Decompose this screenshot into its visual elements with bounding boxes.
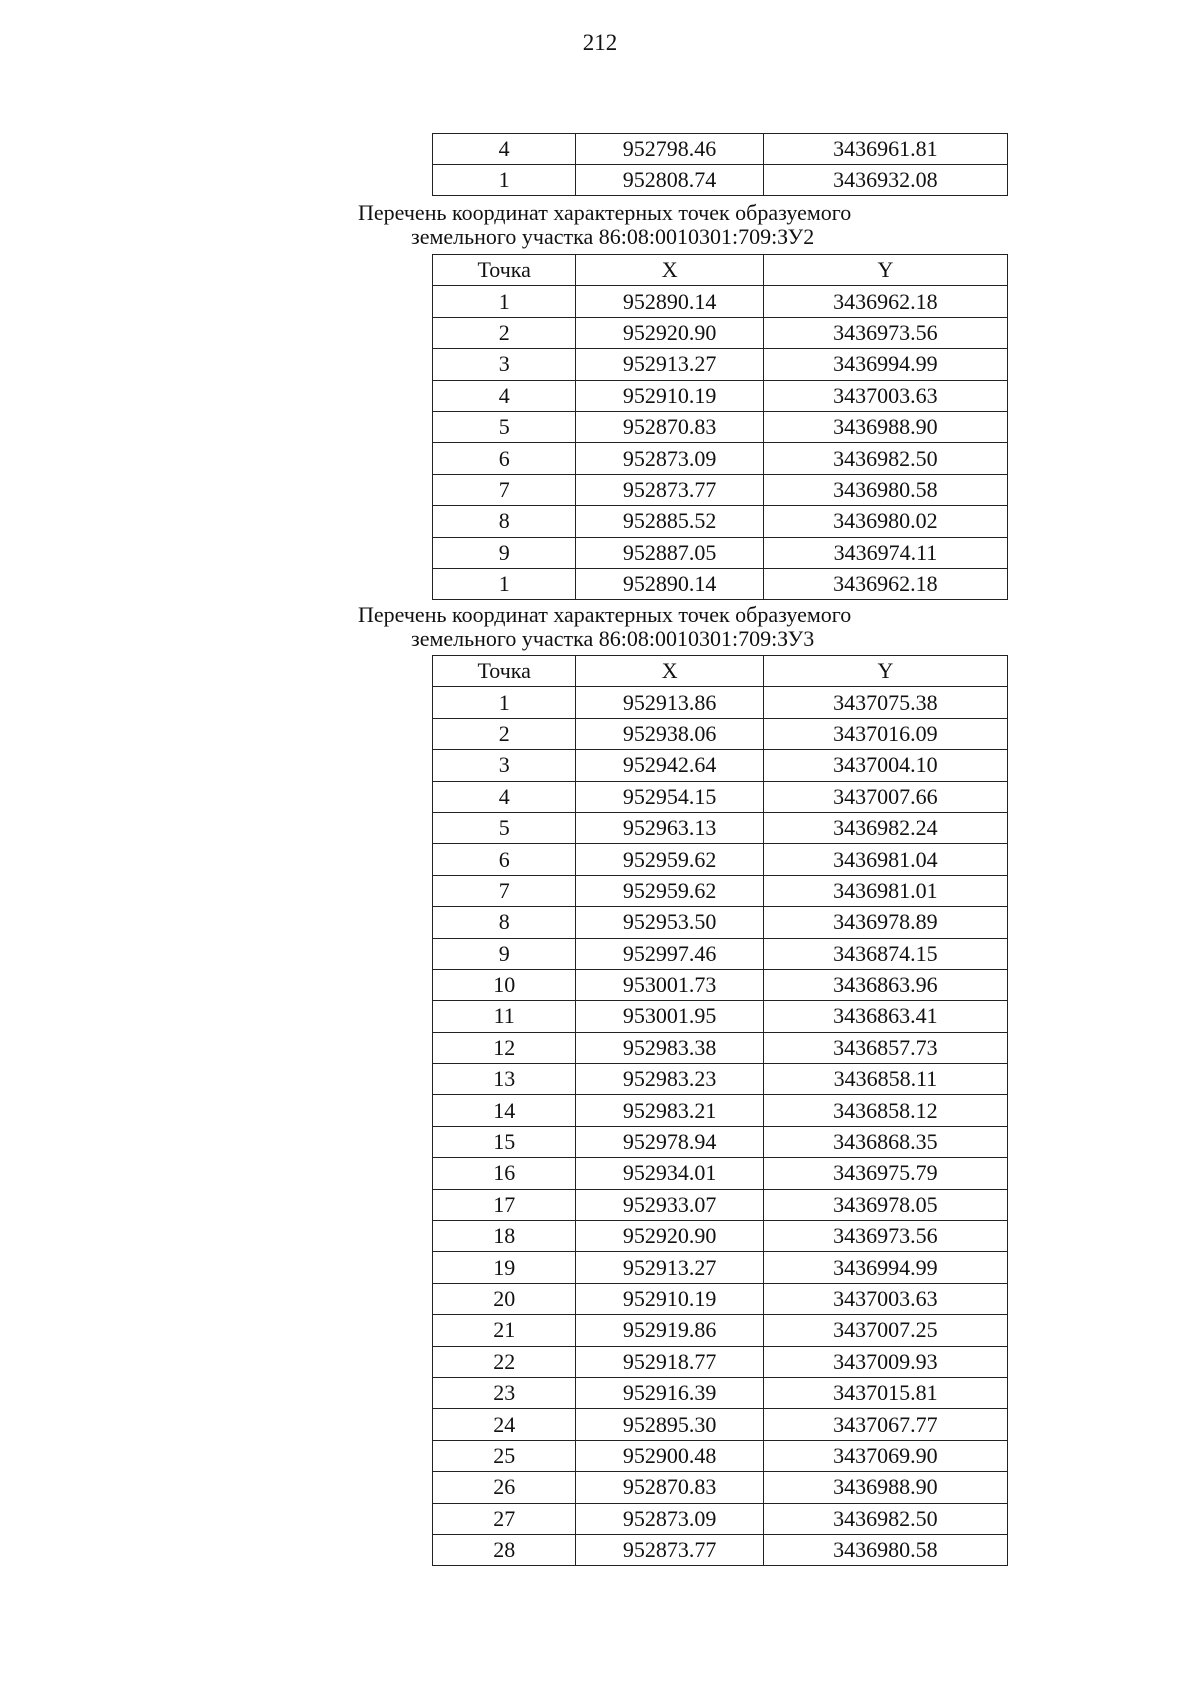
point-number-cell: 3 (433, 750, 576, 781)
y-coordinate-cell: 3436857.73 (763, 1032, 1007, 1063)
coordinates-table-zu3 (432, 655, 1008, 1566)
caption-zu2-line1: Перечень координат характерных точек образуемого (358, 200, 852, 225)
y-coordinate-cell: 3436932.08 (763, 165, 1007, 196)
x-coordinate-cell: 952919.86 (576, 1315, 763, 1346)
x-coordinate-cell: 952910.19 (576, 1283, 763, 1314)
y-coordinate-cell: 3436980.02 (763, 506, 1007, 537)
point-number-cell: 4 (433, 781, 576, 812)
table-row (433, 474, 1008, 505)
point-number-cell: 5 (433, 411, 576, 442)
y-coordinate-cell: 3437003.63 (763, 380, 1007, 411)
point-number-cell: 5 (433, 812, 576, 843)
y-coordinate-cell: 3436868.35 (763, 1126, 1007, 1157)
table-row (433, 1032, 1008, 1063)
point-number-cell: 20 (433, 1283, 576, 1314)
y-coordinate-cell: 3436988.90 (763, 1472, 1007, 1503)
table-row (433, 1534, 1008, 1565)
header-point: Точка (433, 656, 576, 687)
table-row (433, 380, 1008, 411)
caption-zu2-line2: земельного участка 86:08:0010301:709:ЗУ2 (411, 224, 815, 249)
point-number-cell: 4 (433, 134, 576, 165)
point-number-cell: 23 (433, 1377, 576, 1408)
coordinates-table-continued (432, 133, 1008, 196)
x-coordinate-cell: 952942.64 (576, 750, 763, 781)
y-coordinate-cell: 3436858.12 (763, 1095, 1007, 1126)
point-number-cell: 8 (433, 907, 576, 938)
x-coordinate-cell: 952887.05 (576, 537, 763, 568)
table-row (433, 1472, 1008, 1503)
header-y: Y (763, 656, 1007, 687)
y-coordinate-cell: 3437003.63 (763, 1283, 1007, 1314)
y-coordinate-cell: 3436980.58 (763, 474, 1007, 505)
point-number-cell: 4 (433, 380, 576, 411)
header-y: Y (763, 255, 1007, 286)
table-row (433, 506, 1008, 537)
x-coordinate-cell: 953001.73 (576, 969, 763, 1000)
table-row (433, 317, 1008, 348)
x-coordinate-cell: 952890.14 (576, 286, 763, 317)
header-x: X (576, 255, 763, 286)
point-number-cell: 26 (433, 1472, 576, 1503)
table-row (433, 165, 1008, 196)
x-coordinate-cell: 952873.09 (576, 1503, 763, 1534)
table-row (433, 750, 1008, 781)
y-coordinate-cell: 3436874.15 (763, 938, 1007, 969)
point-number-cell: 17 (433, 1189, 576, 1220)
y-coordinate-cell: 3437016.09 (763, 718, 1007, 749)
x-coordinate-cell: 952808.74 (576, 165, 763, 196)
y-coordinate-cell: 3437075.38 (763, 687, 1007, 718)
y-coordinate-cell: 3436980.58 (763, 1534, 1007, 1565)
y-coordinate-cell: 3436981.04 (763, 844, 1007, 875)
x-coordinate-cell: 952873.77 (576, 1534, 763, 1565)
table-row (433, 907, 1008, 938)
caption-zu3-line1: Перечень координат характерных точек образуемого (358, 602, 852, 627)
x-coordinate-cell: 952918.77 (576, 1346, 763, 1377)
table-row (433, 1064, 1008, 1095)
x-coordinate-cell: 952870.83 (576, 1472, 763, 1503)
point-number-cell: 27 (433, 1503, 576, 1534)
table-row (433, 1283, 1008, 1314)
x-coordinate-cell: 952890.14 (576, 568, 763, 599)
header-point: Точка (433, 255, 576, 286)
x-coordinate-cell: 952885.52 (576, 506, 763, 537)
table-row (433, 781, 1008, 812)
x-coordinate-cell: 952963.13 (576, 812, 763, 843)
table-row (433, 537, 1008, 568)
x-coordinate-cell: 952933.07 (576, 1189, 763, 1220)
x-coordinate-cell: 952983.23 (576, 1064, 763, 1095)
point-number-cell: 14 (433, 1095, 576, 1126)
point-number-cell: 11 (433, 1001, 576, 1032)
table-row (433, 938, 1008, 969)
x-coordinate-cell: 952953.50 (576, 907, 763, 938)
y-coordinate-cell: 3437009.93 (763, 1346, 1007, 1377)
y-coordinate-cell: 3436975.79 (763, 1158, 1007, 1189)
y-coordinate-cell: 3437069.90 (763, 1440, 1007, 1471)
table-row (433, 1189, 1008, 1220)
table-row (433, 443, 1008, 474)
table-row (433, 1503, 1008, 1534)
x-coordinate-cell: 952873.09 (576, 443, 763, 474)
table-row (433, 1158, 1008, 1189)
y-coordinate-cell: 3436858.11 (763, 1064, 1007, 1095)
page-number: 212 (582, 30, 618, 55)
x-coordinate-cell: 952798.46 (576, 134, 763, 165)
y-coordinate-cell: 3436988.90 (763, 411, 1007, 442)
y-coordinate-cell: 3437007.66 (763, 781, 1007, 812)
y-coordinate-cell: 3436973.56 (763, 317, 1007, 348)
table-header-row (433, 656, 1008, 687)
point-number-cell: 6 (433, 844, 576, 875)
x-coordinate-cell: 952916.39 (576, 1377, 763, 1408)
point-number-cell: 9 (433, 938, 576, 969)
point-number-cell: 25 (433, 1440, 576, 1471)
table-row (433, 411, 1008, 442)
table-row (433, 568, 1008, 599)
point-number-cell: 8 (433, 506, 576, 537)
x-coordinate-cell: 952895.30 (576, 1409, 763, 1440)
x-coordinate-cell: 952920.90 (576, 317, 763, 348)
point-number-cell: 2 (433, 317, 576, 348)
y-coordinate-cell: 3437067.77 (763, 1409, 1007, 1440)
y-coordinate-cell: 3436982.50 (763, 1503, 1007, 1534)
y-coordinate-cell: 3436982.24 (763, 812, 1007, 843)
table-row (433, 349, 1008, 380)
y-coordinate-cell: 3436973.56 (763, 1221, 1007, 1252)
x-coordinate-cell: 953001.95 (576, 1001, 763, 1032)
point-number-cell: 28 (433, 1534, 576, 1565)
table-row (433, 1346, 1008, 1377)
table-row (433, 1377, 1008, 1408)
point-number-cell: 18 (433, 1221, 576, 1252)
x-coordinate-cell: 952913.27 (576, 349, 763, 380)
x-coordinate-cell: 952910.19 (576, 380, 763, 411)
point-number-cell: 21 (433, 1315, 576, 1346)
x-coordinate-cell: 952997.46 (576, 938, 763, 969)
point-number-cell: 15 (433, 1126, 576, 1157)
y-coordinate-cell: 3436978.89 (763, 907, 1007, 938)
table-row (433, 718, 1008, 749)
point-number-cell: 12 (433, 1032, 576, 1063)
point-number-cell: 24 (433, 1409, 576, 1440)
table-header-row (433, 255, 1008, 286)
y-coordinate-cell: 3436981.01 (763, 875, 1007, 906)
y-coordinate-cell: 3436994.99 (763, 349, 1007, 380)
y-coordinate-cell: 3436978.05 (763, 1189, 1007, 1220)
x-coordinate-cell: 952870.83 (576, 411, 763, 442)
point-number-cell: 3 (433, 349, 576, 380)
x-coordinate-cell: 952978.94 (576, 1126, 763, 1157)
x-coordinate-cell: 952900.48 (576, 1440, 763, 1471)
header-x: X (576, 656, 763, 687)
x-coordinate-cell: 952934.01 (576, 1158, 763, 1189)
point-number-cell: 1 (433, 687, 576, 718)
point-number-cell: 2 (433, 718, 576, 749)
table-row (433, 812, 1008, 843)
table-row (433, 134, 1008, 165)
point-number-cell: 6 (433, 443, 576, 474)
table-row (433, 1126, 1008, 1157)
y-coordinate-cell: 3436962.18 (763, 286, 1007, 317)
caption-zu2 (358, 201, 851, 249)
x-coordinate-cell: 952983.21 (576, 1095, 763, 1126)
x-coordinate-cell: 952959.62 (576, 875, 763, 906)
y-coordinate-cell: 3437015.81 (763, 1377, 1007, 1408)
x-coordinate-cell: 952959.62 (576, 844, 763, 875)
table-row (433, 286, 1008, 317)
point-number-cell: 13 (433, 1064, 576, 1095)
table-row (433, 1095, 1008, 1126)
y-coordinate-cell: 3436994.99 (763, 1252, 1007, 1283)
table-row (433, 1440, 1008, 1471)
y-coordinate-cell: 3437007.25 (763, 1315, 1007, 1346)
point-number-cell: 7 (433, 875, 576, 906)
point-number-cell: 16 (433, 1158, 576, 1189)
x-coordinate-cell: 952938.06 (576, 718, 763, 749)
table-row (433, 875, 1008, 906)
x-coordinate-cell: 952913.86 (576, 687, 763, 718)
table-row (433, 1001, 1008, 1032)
x-coordinate-cell: 952983.38 (576, 1032, 763, 1063)
coordinates-table-zu2 (432, 254, 1008, 600)
point-number-cell: 19 (433, 1252, 576, 1283)
y-coordinate-cell: 3436974.11 (763, 537, 1007, 568)
y-coordinate-cell: 3436962.18 (763, 568, 1007, 599)
y-coordinate-cell: 3436863.96 (763, 969, 1007, 1000)
x-coordinate-cell: 952913.27 (576, 1252, 763, 1283)
x-coordinate-cell: 952873.77 (576, 474, 763, 505)
x-coordinate-cell: 952920.90 (576, 1221, 763, 1252)
y-coordinate-cell: 3437004.10 (763, 750, 1007, 781)
point-number-cell: 9 (433, 537, 576, 568)
table-row (433, 1409, 1008, 1440)
y-coordinate-cell: 3436982.50 (763, 443, 1007, 474)
point-number-cell: 1 (433, 568, 576, 599)
y-coordinate-cell: 3436863.41 (763, 1001, 1007, 1032)
caption-zu3 (358, 603, 851, 651)
table-row (433, 969, 1008, 1000)
point-number-cell: 10 (433, 969, 576, 1000)
point-number-cell: 1 (433, 286, 576, 317)
point-number-cell: 22 (433, 1346, 576, 1377)
caption-zu3-line2: земельного участка 86:08:0010301:709:ЗУ3 (411, 626, 815, 651)
table-row (433, 1315, 1008, 1346)
y-coordinate-cell: 3436961.81 (763, 134, 1007, 165)
table-row (433, 1252, 1008, 1283)
table-row (433, 844, 1008, 875)
table-row (433, 1221, 1008, 1252)
x-coordinate-cell: 952954.15 (576, 781, 763, 812)
point-number-cell: 7 (433, 474, 576, 505)
table-row (433, 687, 1008, 718)
point-number-cell: 1 (433, 165, 576, 196)
